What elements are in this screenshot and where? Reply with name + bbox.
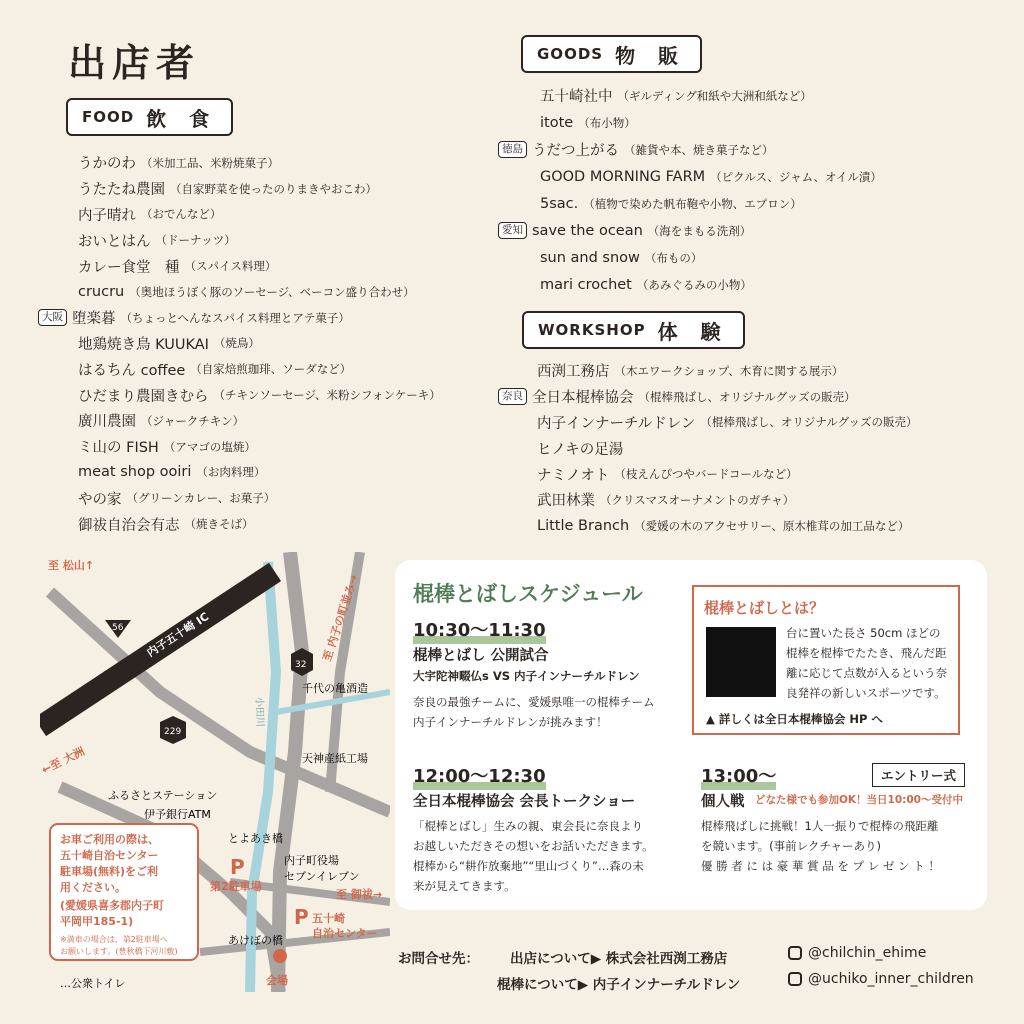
ic-label: 内子五十崎 IC: [144, 609, 212, 660]
page-title: 出店者: [68, 41, 201, 85]
vendor-item: [498, 217, 882, 244]
vendor-name: GOOD MORNING FARM: [540, 168, 706, 185]
vendor-name: 廣川農園: [78, 414, 136, 431]
to-ozu-label: ←至 大洲: [40, 744, 87, 777]
toilet-legend: …公衆トイレ: [60, 977, 126, 990]
vendor-name: 御祓自治会有志: [78, 517, 180, 534]
what-line3: 離に応じて点数が入るという奈: [786, 666, 947, 680]
furusato-station-label: ふるさとステーション: [108, 789, 218, 802]
event1-desc1: 奈良の最強チームに、愛媛県唯一の棍棒チーム: [413, 695, 655, 709]
vendor-detail: （米加工品、米粉焼菓子）: [141, 155, 279, 170]
vendor-detail: （スパイス料理）: [184, 259, 277, 274]
route-229-label: 229: [164, 727, 182, 737]
venue-pin-icon: [273, 949, 287, 963]
schedule-title: 棍棒とばしスケジュール: [413, 582, 643, 606]
vendor-detail: （植物で染めた帆布鞄や小物、エプロン）: [583, 196, 802, 211]
vendor-item: [537, 358, 918, 384]
vendor-name: ミ山の FISH: [78, 440, 159, 457]
vendor-detail: （海をまもる洗剤）: [647, 223, 752, 238]
vendor-detail: （クリスマスオーナメントのガチャ）: [600, 492, 795, 507]
vendor-detail: （ジャークチキン）: [141, 413, 245, 428]
parking-note-4: 用ください。: [60, 881, 126, 894]
vendor-item: [537, 435, 918, 461]
venue-label: 会場: [266, 974, 288, 987]
qr-code-icon[interactable]: [706, 627, 776, 697]
vendor-name: 堕楽暮: [72, 311, 116, 328]
food-en-label: FOOD: [82, 108, 135, 126]
food-jp-label: 飲 食: [146, 106, 218, 131]
region-badge: 大阪: [38, 309, 67, 326]
vendor-detail: （お肉料理）: [196, 465, 266, 480]
parking-note-5: (愛媛県喜多郡内子町: [60, 899, 165, 912]
event2-time: 12:00〜12:30: [413, 762, 546, 790]
parking-note-8: お願いします。(豊秋橋下河川敷): [60, 947, 178, 956]
vendor-item: [78, 331, 441, 357]
goods-vendor-list: [0, 82, 882, 298]
vendor-detail: （おでんなど）: [141, 207, 222, 222]
vendor-item: [38, 305, 441, 331]
vendor-item: [540, 109, 882, 136]
event2-desc2: お越しいただきその想いをお話いただきます。: [413, 839, 654, 853]
region-badge: 徳島: [498, 141, 527, 158]
instagram-icon: [788, 946, 802, 960]
event3-note: どなた様でも参加OK！当日10:00〜受付中: [755, 794, 963, 806]
to-goshin-label: 至 御祓→: [336, 888, 383, 901]
akebono-bridge-label: あけぼの橋: [228, 934, 283, 947]
vendor-detail: （焼きそば）: [184, 517, 254, 532]
vendor-item: [537, 487, 918, 513]
event2-name: 全日本棍棒協会 会長トークショー: [413, 794, 636, 810]
vendor-item: [540, 271, 882, 298]
vendor-detail: （自家焙煎珈琲、ソーダなど）: [190, 362, 352, 377]
vendor-detail: （ピクルス、ジャム、オイル漬）: [710, 169, 882, 184]
vendor-detail: （棍棒飛ばし、オリジナルグッズの販売）: [700, 415, 918, 430]
contact-row2: 棍棒について▶ 内子インナーチルドレン: [497, 977, 741, 993]
event1-name: 棍棒とばし 公開試合: [413, 648, 549, 664]
workshop-en-label: WORKSHOP: [538, 321, 646, 339]
workshop-jp-label: 体 験: [657, 319, 729, 344]
seven-eleven-label: セブンイレブン: [284, 870, 360, 883]
vendor-name: save the ocean: [532, 222, 643, 239]
center-label-1: 五十崎: [312, 912, 345, 925]
instagram-icon: [788, 972, 802, 986]
vendor-detail: （チキンソーセージ、米粉シフォンケーキ）: [213, 388, 441, 403]
event1-desc2: 内子インナーチルドレンが挑みます！: [413, 715, 608, 729]
vendor-name: カレー食堂 種: [78, 259, 180, 276]
vendor-name: 地鶏焼き鳥 KUUKAI: [78, 336, 209, 353]
instagram-handle-2[interactable]: @uchiko_inner_children: [808, 971, 974, 987]
vendor-item: [537, 461, 918, 487]
vendor-detail: （木エワークショップ、木育に関する展示）: [614, 363, 844, 378]
vendor-detail: （グリーンカレー、お菓子）: [126, 491, 276, 506]
center-label-2: 自治センター: [312, 927, 378, 940]
event3-desc3: 優 勝 者 に は 豪 華 賞 品 を プ レ ゼ ン ト ！: [701, 859, 940, 873]
vendor-detail: （枝えんぴつやバードコールなど）: [614, 467, 798, 482]
vendor-detail: （ドーナッツ）: [155, 233, 236, 248]
route-56-label: 56: [112, 623, 124, 633]
event2-desc1: 「棍棒とばし」生みの親、東会長に奈良より: [413, 819, 643, 833]
event2-desc4: 来が見えてきます。: [413, 879, 516, 893]
vendor-item: [537, 513, 918, 539]
vendor-name: 西渕工務店: [537, 364, 610, 381]
to-uchiko-label: 至 内子の町並み→: [320, 573, 361, 663]
vendor-detail: （あみぐるみの小物）: [636, 277, 752, 292]
what-line1: 台に置いた長さ 50cm ほどの: [786, 626, 941, 640]
goods-en-label: GOODS: [537, 45, 604, 63]
what-is-box: [692, 585, 960, 735]
vendor-detail: （ギルディング和紙や大洲和紙など）: [617, 88, 812, 103]
what-line4: 良発祥の新しいスポーツです。: [786, 686, 946, 700]
atm-label: 伊予銀行ATM: [144, 808, 211, 821]
vendor-name: おいとはん: [78, 233, 151, 250]
vendor-item: [498, 136, 882, 163]
event1-time: 10:30〜11:30: [413, 616, 546, 644]
vendor-item: [498, 384, 918, 410]
vendor-detail: （焼鳥）: [213, 336, 260, 351]
vendor-item: [540, 244, 882, 271]
kame-sake-label: 千代の亀酒造: [302, 682, 368, 695]
vendor-name: meat shop ooiri: [78, 464, 192, 481]
parking-note-3: 駐車場(無料)をご利: [60, 865, 159, 878]
region-badge: 奈良: [498, 388, 527, 405]
vendor-detail: （アマゴの塩焼）: [163, 439, 256, 454]
river-label: 小田川: [253, 696, 266, 728]
vendor-item: [540, 82, 882, 109]
vendor-name: 内子晴れ: [78, 207, 136, 224]
event3-desc2: を競います。(事前レクチャーあり): [701, 839, 881, 853]
to-matsuyama-label: 至 松山↑: [48, 559, 95, 572]
event3-desc1: 棍棒飛ばしに挑戦！1人一振りで棍棒の飛距離: [701, 819, 939, 833]
parking-note-7: ※満車の場合は、第2駐車場へ: [60, 935, 168, 944]
vendor-name: はるちん coffee: [78, 362, 186, 379]
tenjin-paper-label: 天神産紙工場: [302, 752, 368, 765]
vendor-name: ナミノオト: [537, 467, 610, 484]
vendor-detail: （奥地ほうぼく豚のソーセージ、ベーコン盛り合わせ）: [129, 284, 415, 299]
contact-label: お問合せ先：: [398, 951, 479, 967]
toyoaki-bridge-label: とよあき橋: [228, 832, 283, 845]
vendor-detail: （雑貨や本、焼き菓子など）: [624, 142, 774, 157]
vendor-name: 全日本棍棒協会: [532, 390, 634, 407]
vendor-name: 五十崎社中: [540, 89, 613, 105]
parking-center-icon: P: [294, 905, 309, 929]
vendor-name: うたたね農園: [78, 182, 165, 199]
workshop-category-label: [522, 311, 745, 349]
route-32-label: 32: [295, 660, 307, 670]
vendor-detail: （愛媛の木のアクセサリー、原木椎茸の加工品など）: [634, 518, 910, 533]
vendor-detail: （ちょっとへんなスパイス料理とアテ菓子）: [120, 310, 350, 325]
vendor-detail: （棍棒飛ばし、オリジナルグッズの販売）: [638, 389, 856, 404]
vendor-detail: （布もの）: [644, 250, 703, 265]
vendor-name: 5sac.: [540, 195, 579, 212]
event3-time: 13:00〜: [701, 762, 776, 790]
vendor-name: itote: [540, 114, 574, 131]
vendor-name: うだつ上がる: [532, 143, 619, 159]
parking-note-1: お車ご利用の際は、: [60, 833, 159, 846]
event3-name: 個人戦: [701, 794, 745, 810]
parking-2-icon: P: [230, 855, 245, 879]
parking-note-6: 平岡甲185-1): [60, 915, 134, 928]
instagram-handle-1[interactable]: @chilchin_ehime: [808, 945, 927, 961]
vendor-name: Little Branch: [537, 517, 630, 534]
goods-category-label: [521, 35, 702, 73]
vendor-name: crucru: [78, 283, 125, 300]
vendor-name: mari crochet: [540, 276, 632, 293]
vendor-name: sun and snow: [540, 249, 640, 266]
event2-desc3: 棍棒から“耕作放棄地”“里山づくり”…森の未: [413, 859, 644, 873]
vendor-item: [540, 163, 882, 190]
vendor-name: ひだまり農園きむら: [78, 388, 209, 405]
vendor-name: 内子インナーチルドレン: [537, 415, 696, 432]
vendor-detail: （自家野菜を使ったのりまきやおこわ）: [170, 181, 377, 196]
contact-row1: 出店について▶ 株式会社西渕工務店: [510, 951, 728, 967]
what-line2: 棍棒を棍棒でたたき、飛んだ距: [786, 646, 947, 660]
vendor-name: うかのわ: [78, 156, 136, 173]
parking-2-label: 第2駐車場: [210, 880, 262, 893]
vendor-name: やの家: [78, 491, 122, 508]
venue-map: [40, 552, 390, 992]
event1-vs: 大宇陀神畷仏s VS 内子インナーチルドレン: [413, 669, 640, 683]
entry-badge: エントリー式: [872, 763, 965, 787]
what-is-title: 棍棒とばしとは？: [704, 599, 825, 617]
what-link[interactable]: ▲ 詳しくは全日本棍棒協会 HP へ: [706, 712, 883, 726]
vendor-detail: （布小物）: [578, 115, 636, 130]
town-hall-label: 内子町役場: [284, 854, 339, 867]
vendor-item: [537, 410, 918, 436]
vendor-name: 武田林業: [537, 493, 595, 510]
vendor-item: [540, 190, 882, 217]
vendor-name: ヒノキの足湯: [537, 441, 624, 458]
parking-note-2: 五十崎自治センター: [60, 849, 159, 862]
region-badge: 愛知: [498, 222, 527, 239]
schedule-card: [395, 560, 987, 910]
goods-jp-label: 物 販: [615, 43, 687, 68]
workshop-vendor-list: [0, 358, 918, 539]
